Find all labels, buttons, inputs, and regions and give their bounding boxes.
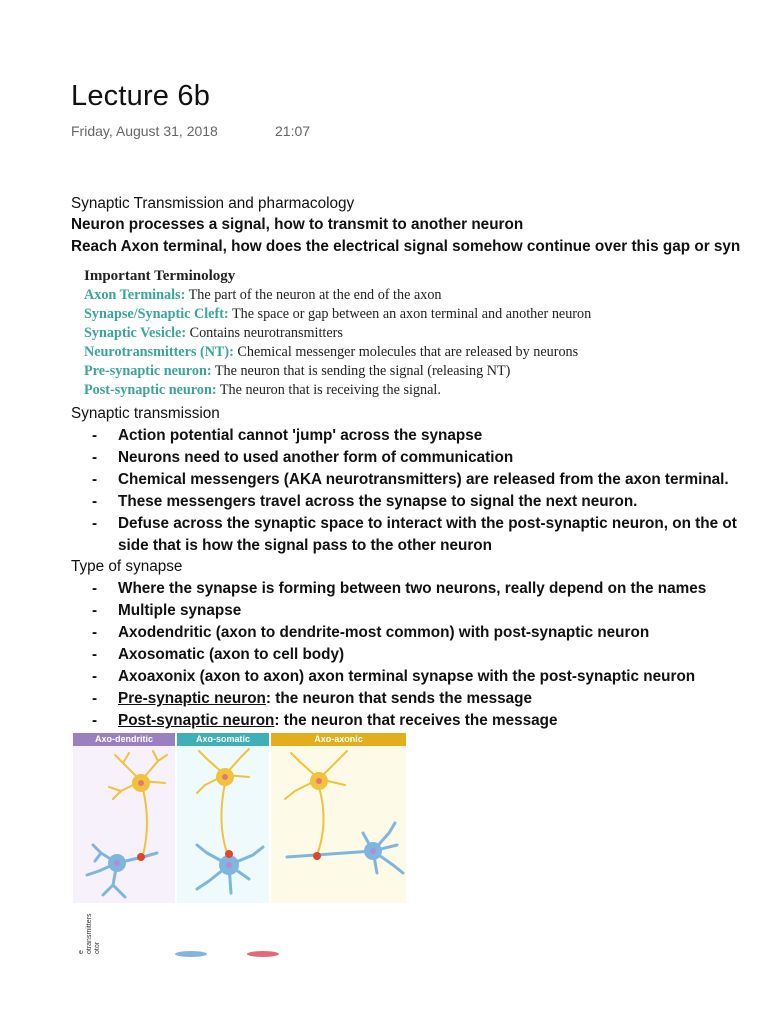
list-item-text: Defuse across the synaptic space to interact with the post-synaptic neuron, on the ot bbox=[118, 515, 737, 532]
term-def: Chemical messenger molecules that are released by neurons bbox=[233, 344, 579, 360]
presynaptic-nucleus-1 bbox=[138, 780, 144, 786]
side-fragment-text-3: otor bbox=[94, 941, 101, 954]
pre-synaptic-def: : the neuron that sends the message bbox=[265, 690, 532, 707]
bullet-dash: - bbox=[92, 580, 98, 597]
term-def: The space or gap between an axon terminal and another neuron bbox=[228, 306, 592, 322]
synapse-point-3 bbox=[313, 852, 321, 860]
side-fragment-text-2: otransmitters bbox=[86, 913, 93, 954]
panel-bg-axo-dendritic bbox=[73, 733, 175, 903]
list-item bbox=[92, 644, 768, 666]
list-item bbox=[92, 666, 768, 688]
term-def: The neuron that is sending the signal (releasing NT) bbox=[211, 363, 511, 379]
bullet-dash: - bbox=[92, 471, 98, 488]
term-name: Axon Terminals: bbox=[84, 287, 186, 303]
panel-label-axo-axonic: Axo-axonic bbox=[314, 734, 363, 744]
synapse-point-2 bbox=[225, 850, 233, 858]
list-item-text: Where the synapse is forming between two neurons, really depend on the names bbox=[118, 580, 707, 597]
terminology-image bbox=[84, 267, 591, 400]
cutoff-shape-red bbox=[247, 951, 279, 957]
term-row bbox=[84, 362, 591, 381]
list-item-text: Action potential cannot 'jump' across the synapse bbox=[118, 427, 483, 444]
presynaptic-nucleus-2 bbox=[222, 774, 228, 780]
list-item-text: side that is how the signal pass to the other neuron bbox=[118, 537, 492, 554]
bullet-dash: - bbox=[92, 427, 98, 444]
term-def: Contains neurotransmitters bbox=[186, 325, 343, 341]
bullet-dash: - bbox=[92, 515, 98, 532]
post-synaptic-term: Post-synaptic neuron bbox=[118, 712, 275, 729]
panel-label-axo-somatic: Axo-somatic bbox=[195, 734, 250, 744]
panel-axo-somatic bbox=[177, 733, 269, 746]
list-item bbox=[92, 622, 768, 644]
intro-line-3: Reach Axon terminal, how does the electrical signal somehow continue over this gap or syn bbox=[71, 238, 741, 255]
term-row bbox=[84, 343, 591, 362]
list-item bbox=[92, 513, 768, 535]
bullet-dash: - bbox=[92, 624, 98, 641]
term-row bbox=[84, 324, 591, 343]
list-item bbox=[92, 578, 768, 600]
presynaptic-nucleus-3 bbox=[316, 778, 322, 784]
bullet-dash: - bbox=[92, 493, 98, 510]
side-fragment-text-1: e bbox=[78, 950, 85, 954]
list-item bbox=[92, 600, 768, 622]
list-item bbox=[92, 425, 768, 447]
post-synaptic-def: : the neuron that receives the message bbox=[274, 712, 558, 729]
list-item-text bbox=[118, 710, 557, 732]
list-item bbox=[92, 710, 768, 732]
page-date: Friday, August 31, 2018 bbox=[71, 123, 218, 139]
synapse-types-illustration bbox=[73, 733, 407, 963]
panel-bg-axo-somatic bbox=[177, 733, 269, 903]
list-item-text bbox=[118, 688, 532, 710]
list-item bbox=[92, 469, 768, 491]
bullet-dash: - bbox=[92, 690, 98, 707]
postsynaptic-nucleus-1 bbox=[114, 860, 120, 866]
postsynaptic-nucleus-2 bbox=[226, 862, 232, 868]
page-title: Lecture 6b bbox=[71, 80, 211, 112]
term-row bbox=[84, 286, 591, 305]
term-name: Post-synaptic neuron: bbox=[84, 382, 217, 398]
term-row bbox=[84, 305, 591, 324]
term-row bbox=[84, 381, 591, 400]
intro-line-2: Neuron processes a signal, how to transmit to another neuron bbox=[71, 216, 524, 233]
list-item-text: Axosomatic (axon to cell body) bbox=[118, 646, 345, 663]
list-item-text: Axoaxonix (axon to axon) axon terminal synapse with the post-synaptic neuron bbox=[118, 668, 696, 685]
bullet-dash: - bbox=[92, 712, 98, 729]
synaptic-transmission-list bbox=[92, 425, 768, 557]
bullet-dash: - bbox=[92, 646, 98, 663]
list-item-text: These messengers travel across the synapse to signal the next neuron. bbox=[118, 493, 638, 510]
bullet-dash: - bbox=[92, 602, 98, 619]
term-name: Neurotransmitters (NT): bbox=[84, 344, 234, 360]
list-item bbox=[92, 447, 768, 469]
section-synaptic-transmission-heading: Synaptic transmission bbox=[71, 405, 220, 422]
list-item-text: Axodendritic (axon to dendrite-most common) with post-synaptic neuron bbox=[118, 624, 650, 641]
list-item bbox=[92, 491, 768, 513]
panel-label-axo-dendritic: Axo-dendritic bbox=[94, 734, 153, 744]
term-def: The neuron that is receiving the signal. bbox=[216, 382, 441, 398]
term-def: The part of the neuron at the end of the axon bbox=[185, 287, 442, 303]
synapse-point-1 bbox=[137, 853, 145, 861]
list-item-text: Multiple synapse bbox=[118, 602, 242, 619]
intro-line-1: Synaptic Transmission and pharmacology bbox=[71, 195, 355, 212]
list-item bbox=[92, 688, 768, 710]
term-name: Pre-synaptic neuron: bbox=[84, 363, 212, 379]
page-time: 21:07 bbox=[275, 123, 311, 139]
bullet-dash: - bbox=[92, 449, 98, 466]
term-name: Synaptic Vesicle: bbox=[84, 325, 187, 341]
panel-axo-dendritic bbox=[73, 733, 175, 746]
panel-axo-axonic bbox=[271, 733, 406, 746]
list-item-text: Chemical messengers (AKA neurotransmitters) are released from the axon terminal. bbox=[118, 471, 729, 488]
postsynaptic-nucleus-3 bbox=[370, 848, 376, 854]
list-item-text: Neurons need to used another form of communication bbox=[118, 449, 514, 466]
synapse-types-figure bbox=[73, 733, 407, 963]
terminology-heading: Important Terminology bbox=[84, 268, 236, 284]
term-name: Synapse/Synaptic Cleft: bbox=[84, 306, 229, 322]
pre-synaptic-term: Pre-synaptic neuron bbox=[118, 690, 266, 707]
section-type-of-synapse-heading: Type of synapse bbox=[71, 558, 183, 575]
cutoff-shape-blue bbox=[175, 951, 207, 957]
list-item-continuation bbox=[92, 535, 768, 557]
bullet-dash: - bbox=[92, 668, 98, 685]
type-of-synapse-list bbox=[92, 578, 768, 732]
